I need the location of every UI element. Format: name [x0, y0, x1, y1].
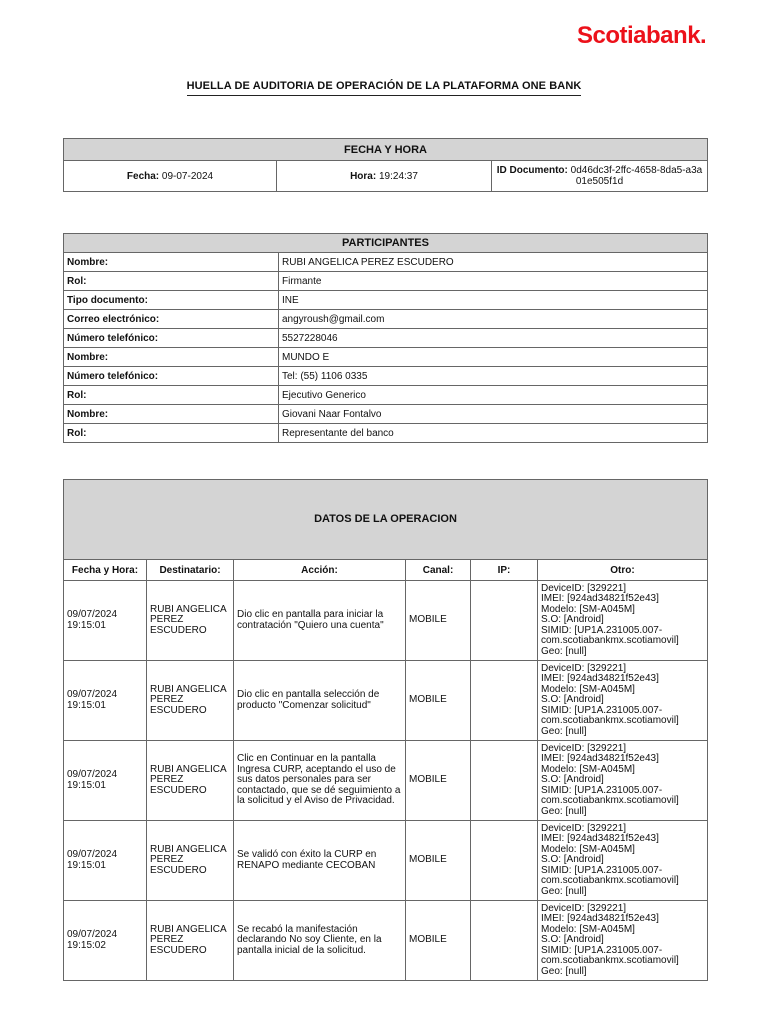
canal-cell: MOBILE: [406, 661, 471, 741]
hora-cell: [277, 161, 492, 192]
participante-row: [64, 424, 708, 443]
participante-label: Nombre:: [64, 253, 279, 272]
operacion-row: [64, 581, 708, 661]
participante-label: Número telefónico:: [64, 329, 279, 348]
fecha-cell: [64, 161, 277, 192]
hora-label: Hora:: [350, 170, 377, 182]
column-header: Otro:: [538, 560, 708, 581]
participante-value: Giovani Naar Fontalvo: [279, 405, 708, 424]
accion-cell: Dio clic en pantalla selección de producto "Comenzar solicitud": [234, 661, 406, 741]
column-header: Acción:: [234, 560, 406, 581]
column-header: IP:: [471, 560, 538, 581]
participante-label: Rol:: [64, 272, 279, 291]
participante-label: Número telefónico:: [64, 367, 279, 386]
destinatario-cell: RUBI ANGELICA PEREZ ESCUDERO: [147, 661, 234, 741]
participante-value: Firmante: [279, 272, 708, 291]
operacion-header: DATOS DE LA OPERACION: [64, 480, 708, 560]
participante-row: [64, 348, 708, 367]
fecha-hora-cell: 09/07/2024 19:15:01: [64, 821, 147, 901]
participante-value: MUNDO E: [279, 348, 708, 367]
canal-cell: MOBILE: [406, 821, 471, 901]
participante-label: Rol:: [64, 386, 279, 405]
participante-row: [64, 310, 708, 329]
canal-cell: MOBILE: [406, 901, 471, 981]
fecha-label: Fecha:: [126, 170, 160, 182]
fecha-hora-cell: 09/07/2024 19:15:02: [64, 901, 147, 981]
participante-value: angyroush@gmail.com: [279, 310, 708, 329]
accion-cell: Se validó con éxito la CURP en RENAPO mediante CECOBAN: [234, 821, 406, 901]
operacion-table: [63, 479, 708, 981]
participante-row: [64, 405, 708, 424]
destinatario-cell: RUBI ANGELICA PEREZ ESCUDERO: [147, 821, 234, 901]
participante-row: [64, 272, 708, 291]
participante-label: Nombre:: [64, 348, 279, 367]
ip-cell: [471, 661, 538, 741]
document-title: HUELLA DE AUDITORIA DE OPERACIÓN DE LA PLATAFORMA ONE BANK: [187, 80, 582, 96]
accion-cell: Se recabó la manifestación declarando No soy Cliente, en la pantalla inicial de la solicitud.: [234, 901, 406, 981]
operacion-row: [64, 901, 708, 981]
accion-cell: Dio clic en pantalla para iniciar la contratación "Quiero una cuenta": [234, 581, 406, 661]
otro-cell: DeviceID: [329221] IMEI: [924ad34821f52e43] Modelo: [SM-A045M] S.O: [Android] SIMID: [UP1A.231005.007-com.scotiabankmx.scotiamovil] Geo: [null]: [538, 661, 708, 741]
operacion-row: [64, 821, 708, 901]
participante-value: 5527228046: [279, 329, 708, 348]
participante-value: INE: [279, 291, 708, 310]
participante-row: [64, 329, 708, 348]
participante-label: Nombre:: [64, 405, 279, 424]
fecha-hora-header: FECHA Y HORA: [64, 139, 708, 161]
ip-cell: [471, 901, 538, 981]
operacion-row: [64, 661, 708, 741]
operacion-row: [64, 741, 708, 821]
accion-cell: Clic en Continuar en la pantalla Ingresa CURP, aceptando el uso de sus datos personales para ser contactado, que se dé seguimiento a la solicitud y el Aviso de Privacidad.: [234, 741, 406, 821]
id-documento-label: ID Documento:: [496, 165, 568, 176]
otro-cell: DeviceID: [329221] IMEI: [924ad34821f52e43] Modelo: [SM-A045M] S.O: [Android] SIMID: [UP1A.231005.007-com.scotiabankmx.scotiamovil] Geo: [null]: [538, 741, 708, 821]
id-documento-cell: [492, 161, 708, 192]
canal-cell: MOBILE: [406, 581, 471, 661]
participante-value: Tel: (55) 1106 0335: [279, 367, 708, 386]
scotiabank-logo: Scotiabank.: [577, 22, 707, 49]
column-header: Fecha y Hora:: [64, 560, 147, 581]
participante-row: [64, 367, 708, 386]
participantes-table: [63, 233, 708, 443]
ip-cell: [471, 741, 538, 821]
fecha-hora-cell: 09/07/2024 19:15:01: [64, 581, 147, 661]
participante-value: Ejecutivo Generico: [279, 386, 708, 405]
participante-label: Correo electrónico:: [64, 310, 279, 329]
otro-cell: DeviceID: [329221] IMEI: [924ad34821f52e43] Modelo: [SM-A045M] S.O: [Android] SIMID: [UP1A.231005.007-com.scotiabankmx.scotiamovil] Geo: [null]: [538, 581, 708, 661]
participantes-header: PARTICIPANTES: [64, 234, 708, 253]
destinatario-cell: RUBI ANGELICA PEREZ ESCUDERO: [147, 901, 234, 981]
document-title-wrap: [0, 76, 768, 96]
otro-cell: DeviceID: [329221] IMEI: [924ad34821f52e43] Modelo: [SM-A045M] S.O: [Android] SIMID: [UP1A.231005.007-com.scotiabankmx.scotiamovil] Geo: [null]: [538, 901, 708, 981]
destinatario-cell: RUBI ANGELICA PEREZ ESCUDERO: [147, 741, 234, 821]
participante-value: Representante del banco: [279, 424, 708, 443]
ip-cell: [471, 821, 538, 901]
participante-row: [64, 291, 708, 310]
column-header: Destinatario:: [147, 560, 234, 581]
canal-cell: MOBILE: [406, 741, 471, 821]
fecha-value: 09-07-2024: [161, 170, 214, 182]
hora-value: 19:24:37: [378, 170, 418, 182]
fecha-hora-cell: 09/07/2024 19:15:01: [64, 661, 147, 741]
participante-row: [64, 386, 708, 405]
participante-label: Tipo documento:: [64, 291, 279, 310]
participante-value: RUBI ANGELICA PEREZ ESCUDERO: [279, 253, 708, 272]
otro-cell: DeviceID: [329221] IMEI: [924ad34821f52e43] Modelo: [SM-A045M] S.O: [Android] SIMID: [UP1A.231005.007-com.scotiabankmx.scotiamovil] Geo: [null]: [538, 821, 708, 901]
id-documento-value: 0d46dc3f-2ffc-4658-8da5-a3a01e505f1d: [570, 165, 703, 187]
fecha-hora-table: [63, 138, 708, 192]
participante-row: [64, 253, 708, 272]
column-header: Canal:: [406, 560, 471, 581]
participante-label: Rol:: [64, 424, 279, 443]
destinatario-cell: RUBI ANGELICA PEREZ ESCUDERO: [147, 581, 234, 661]
ip-cell: [471, 581, 538, 661]
fecha-hora-cell: 09/07/2024 19:15:01: [64, 741, 147, 821]
